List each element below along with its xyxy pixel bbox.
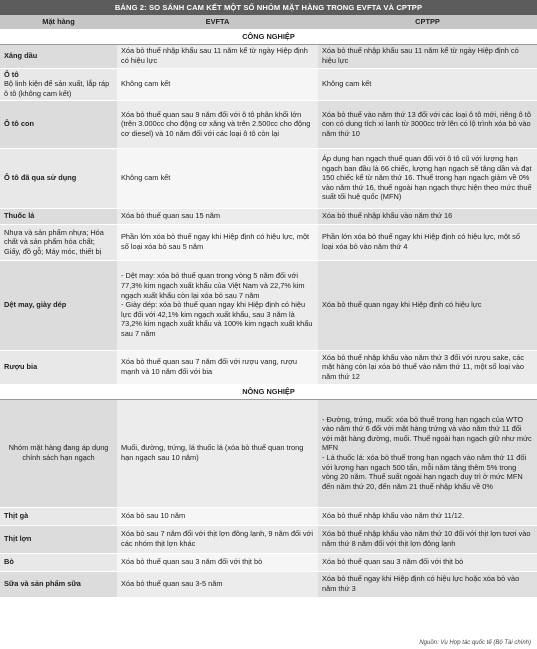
cptpp-cell: Xóa bỏ thuế nhập khẩu vào năm thứ 3 đối với rượu sake, các mặt hàng còn lại xóa bỏ thuế vào năm thứ 11, một số loại vào năm thứ 12: [318, 350, 537, 384]
evfta-cell: Xóa bỏ sau 10 năm: [117, 507, 318, 525]
item-cell: Thịt gà: [0, 507, 117, 525]
evfta-cell: Xóa bỏ sau 7 năm đối với thịt lợn đông lạnh, 9 năm đối với các nhóm thịt lợn khác: [117, 525, 318, 553]
section-row-industry: [0, 29, 537, 44]
table-row: [0, 525, 537, 553]
evfta-cell: Xóa bỏ thuế quan sau 3 năm đối với thịt bò: [117, 553, 318, 571]
section-row-agriculture: [0, 384, 537, 399]
item-cell: [0, 68, 117, 100]
item-cell: Sữa và sản phẩm sữa: [0, 571, 117, 597]
table-row: [0, 224, 537, 260]
header-row: [0, 15, 537, 29]
item-cell: Dệt may, giày dép: [0, 260, 117, 350]
table-row: [0, 571, 537, 597]
item-subtitle: Bộ linh kiện để sản xuất, lắp ráp ô tô (không cam kết): [4, 79, 110, 98]
header-item: Mặt hàng: [0, 15, 117, 29]
item-cell: Nhóm mặt hàng đang áp dụng chính sách hạn ngạch: [0, 399, 117, 507]
cptpp-cell: Xóa bỏ thuế nhập khẩu vào năm thứ 16: [318, 208, 537, 224]
table-title: BẢNG 2: SO SÁNH CAM KẾT MỘT SỐ NHÓM MẶT HÀNG TRONG EVFTA VÀ CPTPP: [0, 0, 537, 15]
table-body: [0, 29, 537, 597]
table-row: [0, 350, 537, 384]
table-row: [0, 44, 537, 68]
table-row: [0, 260, 537, 350]
evfta-cell: Xóa bỏ thuế quan sau 7 năm đối với rượu vang, rượu mạnh và 10 năm đối với bia: [117, 350, 318, 384]
header-evfta: EVFTA: [117, 15, 318, 29]
cptpp-cell: Xóa bỏ thuế quan ngay khi Hiệp định có hiệu lực: [318, 260, 537, 350]
cptpp-cell: Xóa bỏ thuế nhập khẩu vào năm thứ 11/12.: [318, 507, 537, 525]
evfta-cell: - Dệt may: xóa bỏ thuế quan trong vòng 5 năm đối với 77,3% kim ngạch xuất khẩu của Việt Nam và 22,7% kim ngạch xuất khẩu còn lại xóa bỏ sau 7 năm - Giày dép: xóa bỏ thuế quan ngay khi Hiệp định có hiệu lực đối với 42,1% kim ngạch xuất khẩu, sau 3 năm là 73,2% kim ngạch xuất khẩu và 100% kim ngạch xuất khẩu sau 7 năm: [117, 260, 318, 350]
item-cell: Ô tô con: [0, 100, 117, 148]
evfta-cell: Muối, đường, trứng, lá thuốc lá (xóa bỏ thuế quan trong hạn ngạch sau 10 năm): [117, 399, 318, 507]
table-row: [0, 399, 537, 507]
comparison-table: [0, 15, 537, 598]
evfta-cell: Xóa bỏ thuế quan sau 15 năm: [117, 208, 318, 224]
table-row: [0, 553, 537, 571]
section-industry: CÔNG NGHIỆP: [0, 29, 537, 44]
evfta-cell: Phần lớn xóa bỏ thuế ngay khi Hiệp định có hiệu lực, một số loại xóa bỏ sau 5 năm: [117, 224, 318, 260]
table-row: [0, 208, 537, 224]
item-cell: Thuốc lá: [0, 208, 117, 224]
cptpp-cell: Xóa bỏ thuế nhập khẩu vào năm thứ 10 đối với thịt lợn tươi vào năm thứ 8 năm đối với thịt lợn đông lạnh: [318, 525, 537, 553]
cptpp-cell: Áp dụng hạn ngạch thuế quan đối với ô tô cũ với lượng hạn ngạch ban đầu là 66 chiếc, lượng hạn ngạch sẽ tăng dần và đạt 150 chiếc kể từ năm thứ 16. Thuế trong hạn ngạch giảm về 0% vào năm thứ 16, thuế ngoài hạn ngạch thực hiện theo mức thuế suất tối huệ quốc (MFN): [318, 148, 537, 208]
cptpp-cell: Xóa bỏ thuế quan sau 3 năm đối với thịt bò: [318, 553, 537, 571]
item-cell: Bò: [0, 553, 117, 571]
cptpp-cell: - Đường, trứng, muối: xóa bỏ thuế trong hạn ngạch của WTO vào năm thứ 6 đối với mặt hàng trứng và vào năm thứ 11 đối với mặt hàng đường, muối. Thuế ngoài hạn ngạch giữ như mức MFN - Lá thuốc lá: xóa bỏ thuế trong hạn ngạch vào năm thứ 11 đối với lượng hạn ngạch 500 tấn, mỗi năm tăng thêm 5% trong vòng 20 năm. Thuế suất ngoài hạn ngạch duy trì ở mức MFN đến năm thứ 20, đến năm 21 thuế nhập khẩu về 0%: [318, 399, 537, 507]
source-note: Nguồn: Vụ Hợp tác quốc tế (Bộ Tài chính): [419, 640, 531, 646]
item-cell: Thịt lợn: [0, 525, 117, 553]
evfta-cell: Xóa bỏ thuế quan sau 3-5 năm: [117, 571, 318, 597]
cptpp-cell: Xóa bỏ thuế nhập khẩu sau 11 năm kể từ ngày Hiệp định có hiệu lực: [318, 44, 537, 68]
table-row: [0, 100, 537, 148]
item-title: Ô tô: [4, 69, 19, 79]
section-agriculture: NÔNG NGHIỆP: [0, 384, 537, 399]
evfta-cell: Không cam kết: [117, 68, 318, 100]
evfta-cell: Xóa bỏ thuế quan sau 9 năm đối với ô tô phân khối lớn (trên 3.000cc cho động cơ xăng và trên 2.500cc cho động cơ diesel) và 10 năm đối với các loại ô tô còn lại: [117, 100, 318, 148]
evfta-cell: Xóa bỏ thuế nhập khẩu sau 11 năm kể từ ngày Hiệp định có hiệu lực: [117, 44, 318, 68]
table-row: [0, 507, 537, 525]
item-cell: Nhựa và sản phẩm nhựa; Hóa chất và sản phẩm hóa chất; Giấy, đồ gỗ; Máy móc, thiết bị: [0, 224, 117, 260]
item-cell: Xăng dầu: [0, 44, 117, 68]
cptpp-cell: Xóa bỏ thuế vào năm thứ 13 đối với các loại ô tô mới, riêng ô tô con có dung tích xi lanh từ 3000cc trở lên có lộ trình xóa bỏ vào năm thứ 10: [318, 100, 537, 148]
item-cell: Ô tô đã qua sử dụng: [0, 148, 117, 208]
evfta-cell: Không cam kết: [117, 148, 318, 208]
header-cptpp: CPTPP: [318, 15, 537, 29]
cptpp-cell: Phần lớn xóa bỏ thuế ngay khi Hiệp định có hiệu lực, một số loại xóa bỏ vào năm thứ 4: [318, 224, 537, 260]
cptpp-cell: Xóa bỏ thuế ngay khi Hiệp định có hiệu lực hoặc xóa bỏ vào năm thứ 3: [318, 571, 537, 597]
cptpp-cell: Không cam kết: [318, 68, 537, 100]
table-row: [0, 148, 537, 208]
item-cell: Rượu bia: [0, 350, 117, 384]
table-row: [0, 68, 537, 100]
